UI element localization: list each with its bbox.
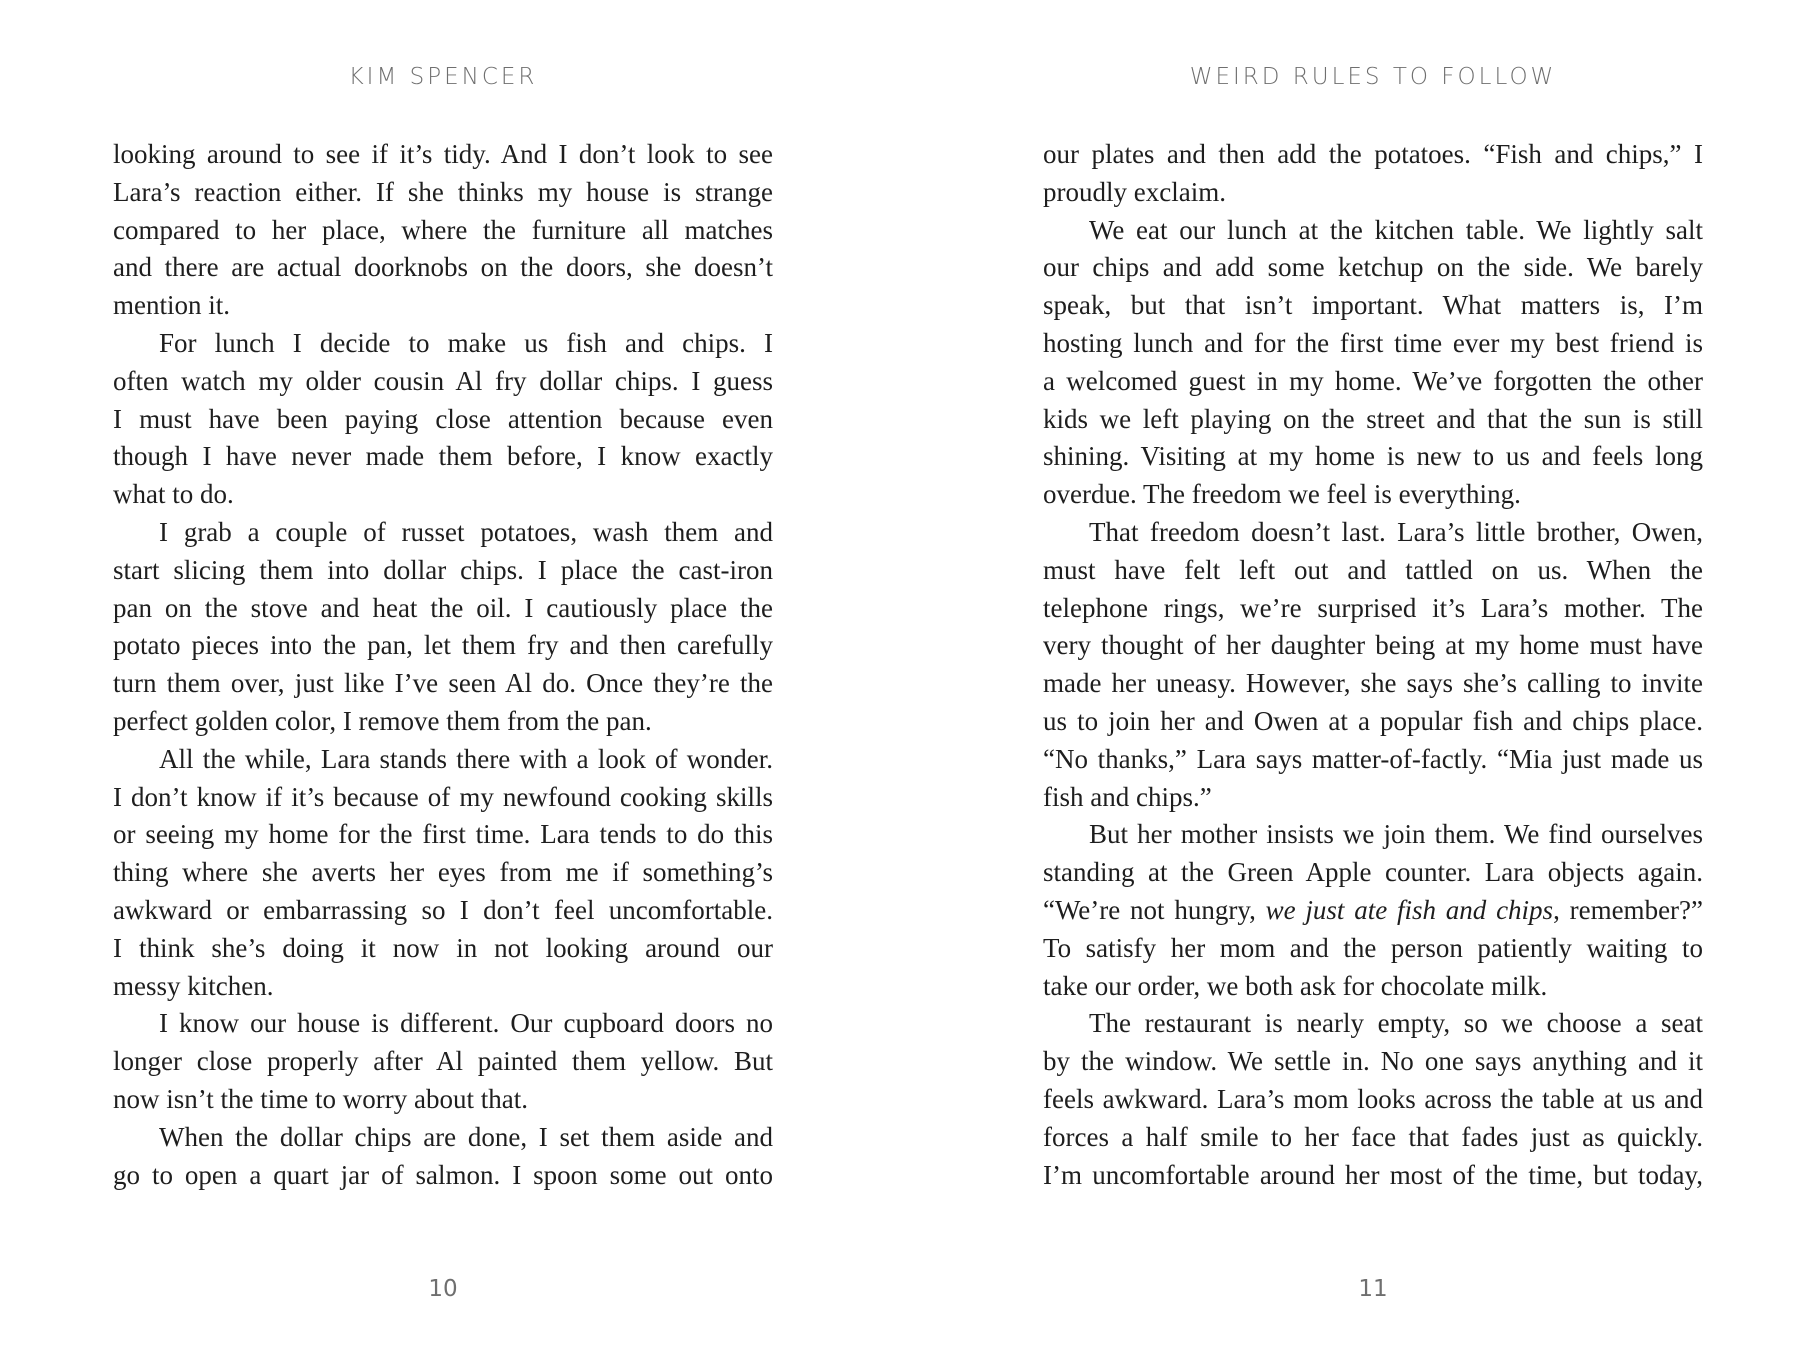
text-line: I’m uncomfortable around her most of the time, but today, (1043, 1159, 1703, 1190)
text-line: by the window. We settle in. No one says anything and it (1043, 1046, 1703, 1077)
text-line: hosting lunch and for the first time ever my best friend is (1043, 327, 1703, 358)
text-segment: , remember?” (1553, 894, 1703, 925)
text-line: must have felt left out and tattled on us. When the (1043, 554, 1703, 585)
text-line: take our order, we both ask for chocolate milk. (1043, 970, 1548, 1001)
text-line: I grab a couple of russet potatoes, wash them and (159, 516, 773, 547)
text-line: or seeing my home for the first time. Lara tends to do this (113, 819, 773, 850)
text-line: awkward or embarrassing so I don’t feel uncomfortable. (113, 894, 773, 925)
text-line: thing where she averts her eyes from me if something’s (113, 857, 773, 888)
right-page (1043, 0, 1703, 1350)
text-line: our plates and then add the potatoes. “Fish and chips,” I (1043, 139, 1703, 169)
text-line: standing at the Green Apple counter. Lara objects again. (1043, 857, 1703, 888)
italic-segment: we just ate fish and chips (1265, 894, 1554, 925)
text-line: often watch my older cousin Al fry dollar chips. I guess (113, 365, 773, 396)
page-number: 10 (428, 1276, 458, 1302)
text-line: mention it. (113, 290, 230, 321)
text-line: compared to her place, where the furniture all matches (113, 214, 773, 245)
text-line: speak, but that isn’t important. What matters is, I’m (1043, 290, 1703, 321)
text-line: made her uneasy. However, she says she’s calling to invite (1043, 668, 1703, 699)
text-line: potato pieces into the pan, let them fry and then carefully (113, 630, 773, 661)
text-line: our chips and add some ketchup on the side. We barely (1043, 252, 1703, 283)
text-line: looking around to see if it’s tidy. And I don’t look to see (113, 139, 773, 169)
running-head-author: KIM SPENCER (348, 64, 538, 90)
text-line: When the dollar chips are done, I set them aside and (159, 1121, 773, 1152)
text-line: us to join her and Owen at a popular fish and chips place. (1043, 705, 1703, 736)
text-line: But her mother insists we join them. We find ourselves (1089, 819, 1703, 850)
text-segment: “We’re not hungry, (1043, 894, 1266, 925)
text-line: I know our house is different. Our cupboard doors no (159, 1008, 773, 1039)
body-text (113, 136, 773, 1194)
text-line: feels awkward. Lara’s mom looks across the table at us and (1043, 1083, 1703, 1114)
text-line: pan on the stove and heat the oil. I cautiously place the (113, 592, 773, 623)
text-line (1043, 892, 1703, 930)
text-line: “No thanks,” Lara says matter-of-factly. “Mia just made us (1043, 743, 1703, 774)
text-line: messy kitchen. (113, 970, 274, 1001)
text-line: now isn’t the time to worry about that. (113, 1083, 528, 1114)
left-page (113, 0, 773, 1350)
text-line: shining. Visiting at my home is new to us and feels long (1043, 441, 1703, 472)
text-line: and there are actual doorknobs on the doors, she doesn’t (113, 252, 773, 283)
text-line: though I have never made them before, I know exactly (113, 441, 773, 472)
text-line: For lunch I decide to make us fish and chips. I (159, 327, 773, 358)
text-line: proudly exclaim. (1043, 176, 1226, 207)
text-line: longer close properly after Al painted them yellow. But (113, 1046, 773, 1077)
text-line: That freedom doesn’t last. Lara’s little brother, Owen, (1089, 516, 1703, 547)
page-number: 11 (1358, 1276, 1388, 1302)
text-line: fish and chips.” (1043, 781, 1212, 812)
text-line: We eat our lunch at the kitchen table. We lightly salt (1089, 214, 1703, 245)
text-line: I don’t know if it’s because of my newfound cooking skills (113, 781, 773, 812)
text-line: telephone rings, we’re surprised it’s Lara’s mother. The (1043, 592, 1703, 623)
text-line: very thought of her daughter being at my home must have (1043, 630, 1703, 661)
text-line: overdue. The freedom we feel is everything. (1043, 479, 1521, 510)
text-line: kids we left playing on the street and that the sun is still (1043, 403, 1703, 434)
text-line: turn them over, just like I’ve seen Al do. Once they’re the (113, 668, 773, 699)
body-text (1043, 136, 1703, 1194)
running-head-title: WEIRD RULES TO FOLLOW (1189, 64, 1557, 90)
text-line: I think she’s doing it now in not looking around our (113, 932, 773, 963)
text-line: To satisfy her mom and the person patiently waiting to (1043, 932, 1703, 963)
text-line: I must have been paying close attention because even (113, 403, 773, 434)
text-line: forces a half smile to her face that fades just as quickly. (1043, 1121, 1703, 1152)
text-line: go to open a quart jar of salmon. I spoon some out onto (113, 1159, 773, 1190)
text-line: start slicing them into dollar chips. I place the cast-iron (113, 554, 773, 585)
text-line: Lara’s reaction either. If she thinks my house is strange (113, 176, 773, 207)
text-line: All the while, Lara stands there with a look of wonder. (159, 743, 773, 774)
text-line: perfect golden color, I remove them from the pan. (113, 705, 652, 736)
text-line: The restaurant is nearly empty, so we choose a seat (1089, 1008, 1703, 1039)
text-line: what to do. (113, 479, 234, 510)
text-line: a welcomed guest in my home. We’ve forgotten the other (1043, 365, 1703, 396)
